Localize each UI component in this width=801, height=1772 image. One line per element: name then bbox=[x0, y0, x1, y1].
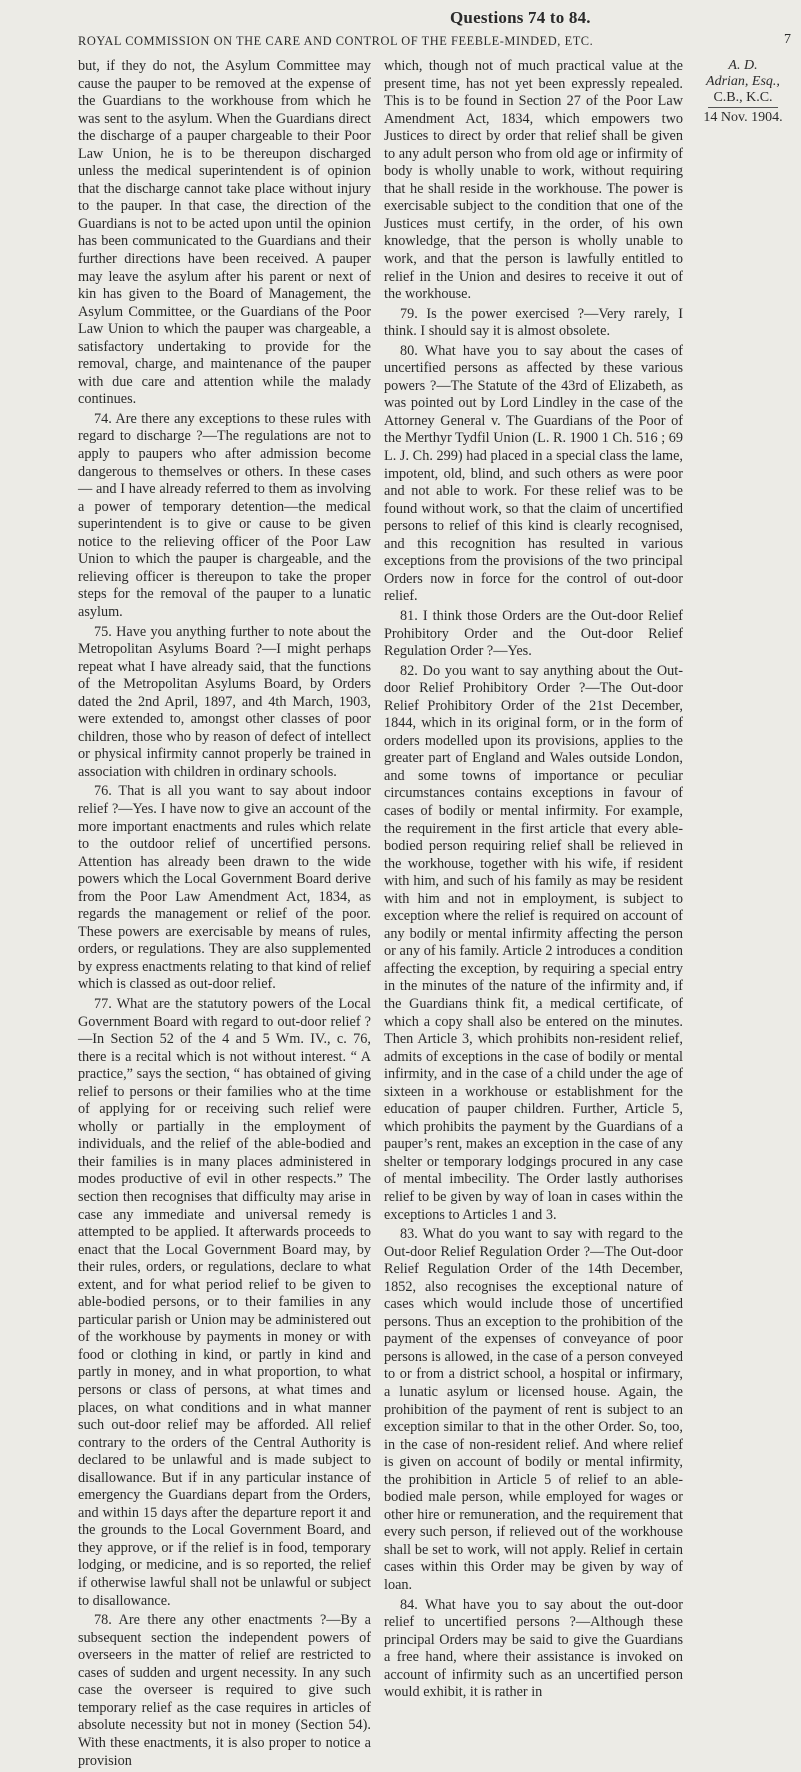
witness-credit: C.B., K.C. bbox=[713, 90, 773, 105]
paragraph: which, though not of much practical value at the present time, has not yet been expressly repealed. This is to be found in Section 27 of the Poor Law Amendment Act, 1834, which empowers two Justices to direct by order that relief shall be given to any adult person who from old age or infirmity of body is wholly unable to work, without requiring that he shall reside in the workhouse. The power is exercisable subject to the condition that one of the Justices must certify, in the order, of his own knowledge, that the person is wholly unable to work, and that the person is lawfully entitled to relief in the Union and desires to receive it out of the workhouse. bbox=[384, 58, 683, 303]
paragraph: 77. What are the statutory powers of the Local Government Board with regard to out-door relief ?—In Section 52 of the 4 and 5 Wm. IV., c. 76, there is a recital which is not without interest. “ A practice,” says the section, “ has obtained of giving relief to persons or their families who at the time of applying for or receiving such relief were wholly or partially in the employment of individuals, and the relief of the able-bodied and their families is in many places administered in modes productive of evil in other respects.” The section then recognises that difficulty may arise in case any immediate and universal remedy is attempted to be applied. It afterwards proceeds to enact that the Local Government Board may, by their rules, orders, or regulations, declare to what extent, and for what period relief to be given to able-bodied persons, or to their families in any particular parish or Union may be administered out of the workhouse by payments in money or with food or clothing in kind, or partly in kind and partly in money, and in what proportion, to what persons or class of persons, at what times and places, on what conditions and in what manner such out-door relief may be afforded. All relief contrary to the orders of the Central Authority is declared to be unlawful and is made subject to disallowance. But if in any particular instance of emergency the Guardians depart from the Orders, and within 15 days after the departure report it and the grounds to the Local Government Board, and they approve, or if the relief is in food, temporary lodging, or medicine, and is so reported, the relief if otherwise lawful shall not be unlawful or subject to disallowance. bbox=[78, 995, 371, 1609]
paragraph: 81. I think those Orders are the Out-door Relief Prohibitory Order and the Out-door Relief Regulation Order ?—Yes. bbox=[384, 607, 683, 660]
running-title: ROYAL COMMISSION ON THE CARE AND CONTROL OF THE FEEBLE-MINDED, ETC. bbox=[78, 34, 594, 48]
witness-margin-note bbox=[688, 58, 798, 126]
left-text-column bbox=[78, 58, 371, 1772]
witness-name: A. D. bbox=[728, 58, 758, 73]
paragraph: 84. What have you to say about the out-door relief to uncertified persons ?—Although these principal Orders may be said to give the Guardians a free hand, where their assistance is invoked on account of infirmity such as an uncertified person would exhibit, it is rather in bbox=[384, 1596, 683, 1701]
paragraph: 82. Do you want to say anything about the Out-door Relief Prohibitory Order ?—The Out-door Relief Prohibitory Order of the 21st December, 1844, which in its original form, or in the form of orders modelled upon its provisions, applies to the greater part of England and Wales outside London, and some towns of importance or peculiar circumstances contains exceptions in favour of cases of bodily or mental infirmity. For example, the requirement in the first article that every able-bodied person requiring relief shall be relieved in the workhouse, together with his wife, if resident with him, and such of his family as may be resident with him and not in employment, is subject to exception where the relief is required on account of any bodily or mental infirmity affecting the person or any of his family. Article 2 introduces a condition affecting the exception, by requiring a special entry in the minutes of the nature of the infirmity and, if the Guardians think fit, a medical certificate, of which a copy shall also be entered on the minutes. Then Article 3, which prohibits non-resident relief, admits of exceptions in the case of bodily or mental infirmity, and in the case of a child under the age of sixteen in a workhouse or establishment for the education of pauper children. Further, Article 5, which prohibits the payment by the Guardians of a pauper’s rent, makes an exception in the case of any shelter or temporary lodgings procured in any case of mental imbecility. The Order lastly authorises relief to be given by way of loan in cases within the exceptions to Articles 1 and 3. bbox=[384, 662, 683, 1223]
witness-date: 14 Nov. 1904. bbox=[703, 110, 783, 125]
paragraph: 75. Have you anything further to note about the Metropolitan Asylums Board ?—I might perhaps repeat what I have already said, that the functions of the Metropolitan Asylums Board, by Orders dated the 2nd April, 1897, and 4th March, 1903, were extended to, amongst other classes of poor children, those who by reason of defect of intellect or physical infirmity cannot properly be trained in association with children in ordinary schools. bbox=[78, 623, 371, 780]
paragraph: but, if they do not, the Asylum Committee may cause the pauper to be removed at the expense of the Guardians to the workhouse from which he was sent to the asylum. When the Guardians direct the discharge of a pauper chargeable to their Poor Law Union, he is to be thereupon discharged unless the medical superintendent is of opinion that the discharge cannot take place without injury to the pauper. In that case, the direction of the Guardians is not to be acted upon until the opinion has been communicated to the Guardians and their further directions have been received. A pauper may leave the asylum after his parent or next of kin has given to the Board of Management, the Asylum Committee, or the Guardians of the Poor Law Union to which the pauper was chargeable, a satisfactory undertaking to provide for the removal, charge, and maintenance of the pauper with due care and attention while the malady continues. bbox=[78, 58, 371, 408]
middle-text-column bbox=[384, 58, 683, 1704]
page-number: 7 bbox=[784, 32, 791, 47]
margin-divider bbox=[708, 107, 778, 108]
paragraph: 74. Are there any exceptions to these rules with regard to discharge ?—The regulations are not to apply to paupers who after admission become dangerous to themselves or others. In these cases — and I have already referred to them as involving a power of temporary detention—the medical superintendent is to give or cause to be given notice to the relieving officer of the Poor Law Union to which the pauper is chargeable, and the relieving officer is thereupon to take the proper steps for the removal of the pauper to a lunatic asylum. bbox=[78, 410, 371, 620]
paragraph: 80. What have you to say about the cases of uncertified persons as affected by these various powers ?—The Statute of the 43rd of Elizabeth, as was pointed out by Lord Lindley in the case of the Attorney General v. The Guardians of the Poor of the Merthyr Tydfil Union (L. R. 1900 1 Ch. 516 ; 69 L. J. Ch. 299) had placed in a special class the lame, impotent, old, blind, and such others as were poor and not able to work. For these relief was to be found without work, so that the claim of uncertified persons to relief of this kind is clearly recognised, and this recognition has resulted in various exceptions from the provisions of the two principal Orders now in force for the control of out-door relief. bbox=[384, 342, 683, 605]
paragraph: 79. Is the power exercised ?—Very rarely, I think. I should say it is almost obsolete. bbox=[384, 305, 683, 340]
paragraph: 76. That is all you want to say about indoor relief ?—Yes. I have now to give an account of the more important enactments and rules which relate to the outdoor relief of uncertified persons. Attention has already been drawn to the wide powers which the Local Government Board derive from the Poor Law Amendment Act, 1834, as regards the management or relief of the poor. These powers are exercisable by means of rules, orders, or regulations. They are also supplemented by express enactments relating to that kind of relief which is classed as out-door relief. bbox=[78, 783, 371, 993]
witness-name-2: Adrian, Esq., bbox=[706, 74, 780, 89]
questions-range-heading: Questions 74 to 84. bbox=[450, 8, 591, 27]
paragraph: 83. What do you want to say with regard to the Out-door Relief Regulation Order ?—The Out-door Relief Regulation Order of the 14th December, 1852, also recognises the exceptional nature of cases which would include those of uncertified persons. Thus an exception to the prohibition of the payment of the expenses of conveyance of poor persons is allowed, in the case of a person conveyed to or from a district school, a hospital or infirmary, a lunatic asylum or licensed house. Again, the prohibition of the payment of rent is subject to an exception similar to that in the other Order. So, too, in the case of non-resident relief. And where relief is given on account of bodily or mental infirmity, the prohibition in Article 5 of relief to an able-bodied male person, while employed for wages or other hire or remuneration, and the requirement that every such person, if relieved out of the workhouse shall be set to work, will not apply. Relief in certain cases within this Order may be given by way of loan. bbox=[384, 1226, 683, 1594]
paragraph: 78. Are there any other enactments ?—By a subsequent section the independent powers of overseers in the matter of relief are restricted to cases of sudden and urgent necessity. In any such case the overseer is required to give such temporary relief as the case requires in articles of absolute necessity but not in money (Section 54). With these enactments, it is also proper to notice a provision bbox=[78, 1612, 371, 1769]
